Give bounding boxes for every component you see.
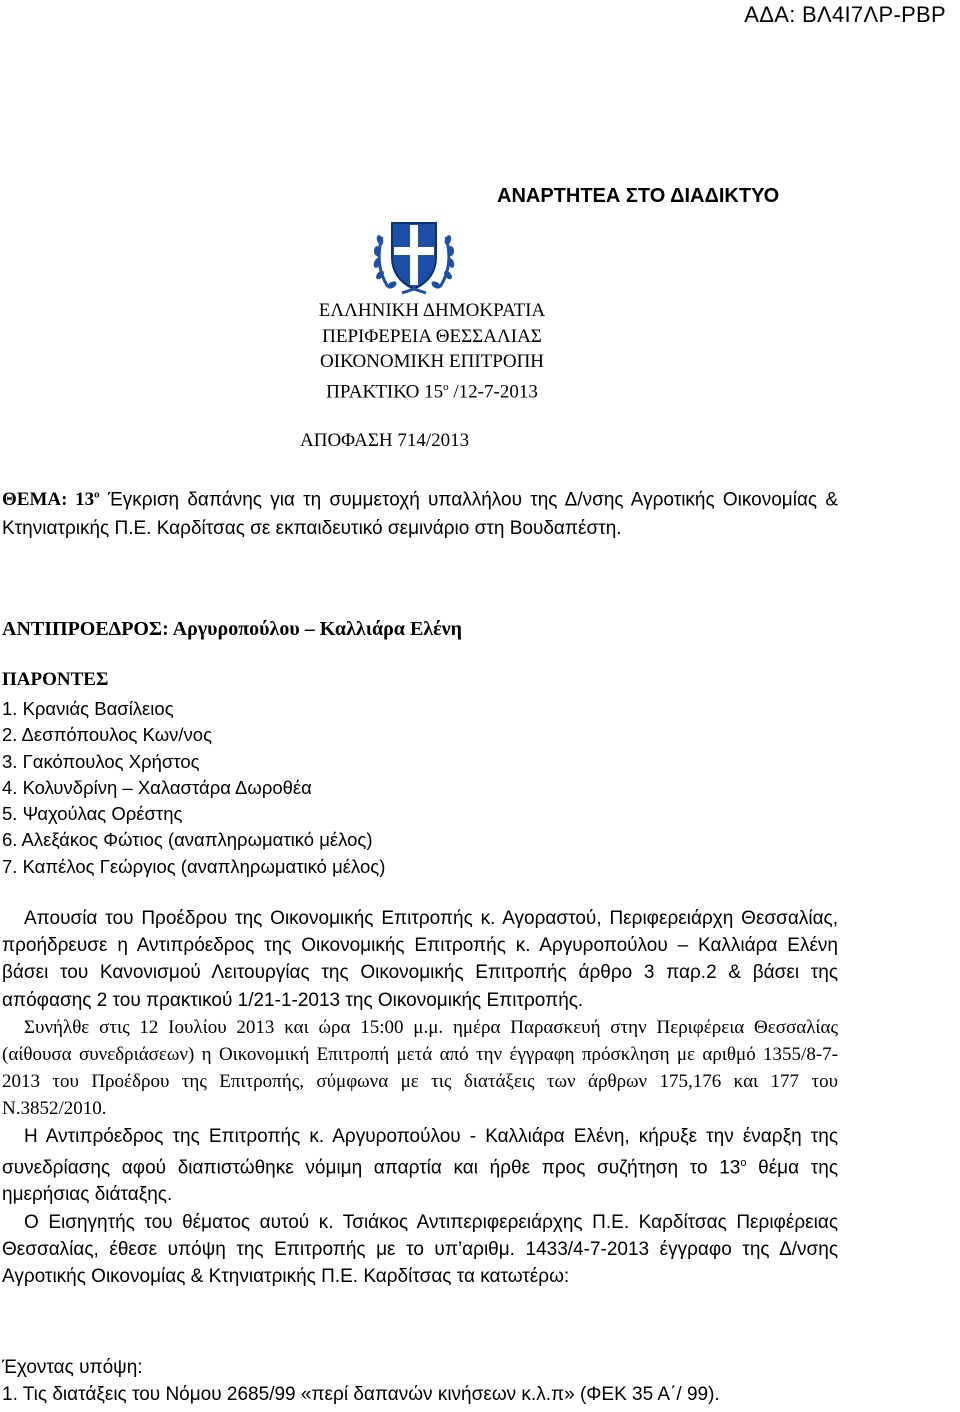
subject-text: Έγκριση δαπάνης για τη συμμετοχή υπαλλήλου της Δ/νσης Αγροτικής Οικονομίας & Κτηνιατρικής Π.Ε. Καρδίτσας σε εκπαιδευτικό σεμινάριο στη Βουδαπέστη. [2,489,839,540]
list-item: 2. Δεσπόπουλος Κων/νος [2,724,212,746]
present-members-list [2,696,385,880]
list-item: 1. Κρανιάς Βασίλειος [2,698,174,719]
republic-name: ΕΛΛΗΝΙΚΗ ΔΗΜΟΚΡΑΤΙΑ [318,300,546,321]
posted-online-label: ΑΝΑΡΤΗΤΕΑ ΣΤΟ ΔΙΑΔΙΚΤΥΟ [497,185,780,207]
decision-number: ΑΠΟΦΑΣΗ 714/2013 [300,430,470,451]
minutes-body [2,905,838,1290]
having-regard-item: 1. Τις διατάξεις του Νόμου 2685/99 «περί δαπανών κινήσεων κ.λ.π» (ΦΕΚ 35 Α΄/ 99). [2,1384,720,1405]
greek-coat-of-arms-icon [368,209,460,301]
list-item: 4. Κολυνδρίνη – Χαλαστάρα Δωροθέα [2,776,312,798]
paragraph-rapporteur: Ο Εισηγητής του θέματος αυτού κ. Τσιάκος Αντιπεριφερειάρχης Π.Ε. Καρδίτσας Περιφέρειας Θεσσαλίας, έθεσε υπόψη της Επιτροπής με το υπ’αριθμ. 1433/4-7-2013 έγγραφο της Δ/νσης Αγροτικής Οικονομίας & Κτηνιατρικής Π.Ε. Καρδίτσας τα κατωτέρω: [2,1211,838,1287]
list-item: 3. Γακόπουλος Χρήστος [2,750,200,772]
ada-code: ΑΔΑ: ΒΛ4Ι7ΛΡ-ΡΒΡ [744,2,946,27]
having-regard-title: Έχοντας υπόψη: [2,1357,143,1378]
present-title: ΠΑΡΟΝΤΕΣ [2,669,109,690]
minutes-number: ΠΡΑΚΤΙΚΟ $15^o$ /12-7-2013 [326,380,538,402]
paragraph-meeting: Συνήλθε στις 12 Ιουλίου 2013 και ώρα 15:00 μ.μ. ημέρα Παρασκευή στην Περιφέρεια Θεσσαλίας (αίθουσα συνεδριάσεων) η Οικονομική Επιτροπή μετά από την έγγραφη πρόσκληση με αριθμό 1355/8-7-2013 του Προέδρου της Επιτροπής, σύμφωνα με τις διατάξεις των άρθρων 175,176 και 177 του Ν.3852/2010. [2,1016,838,1120]
list-item: 7. Καπέλος Γεώργιος (αναπληρωματικό μέλος) [2,855,386,877]
vice-chair-line: ΑΝΤΙΠΡΟΕΔΡΟΣ: Αργυροπούλου – Καλλιάρα Ελένη [2,618,462,640]
subject-label: ΘΕΜΑ: $13^o$ [2,489,100,511]
committee-name: ΟΙΚΟΝΟΜΙΚΗ ΕΠΙΤΡΟΠΗ [319,351,545,372]
paragraph-absence: Απουσία του Προέδρου της Οικονομικής Επιτροπής κ. Αγοραστού, Περιφερειάρχη Θεσσαλίας, προήδρευσε η Αντιπρόεδρος της Οικονομικής Επιτροπής κ. Αργυροπούλου – Καλλιάρα Ελένη βάσει του Κανονισμού Λειτουργίας της Οικονομικής Επιτροπής άρθρο 3 παρ.2 & βάσει της απόφασης 2 του πρακτικού 1/21-1-2013 της Οικονομικής Επιτροπής. [2,908,838,1011]
region-name: ΠΕΡΙΦΕΡΕΙΑ ΘΕΣΣΑΛΙΑΣ [322,325,542,347]
list-item: 5. Ψαχούλας Ορέστης [2,803,183,825]
subject-paragraph [2,481,838,543]
list-item: 6. Αλεξάκος Φώτιος (αναπληρωματικό μέλος) [2,829,373,851]
issuer-block [300,298,564,404]
paragraph-opening: Η Αντιπρόεδρος της Επιτροπής κ. Αργυροπούλου - Καλλιάρα Ελένη, κήρυξε την έναρξη της συνεδρίασης αφού διαπιστώθηκε νόμιμη απαρτία και ήρθε προς συζήτηση το $13^o$ θέμα της ημερήσιας διάταξης. [2,1125,839,1206]
